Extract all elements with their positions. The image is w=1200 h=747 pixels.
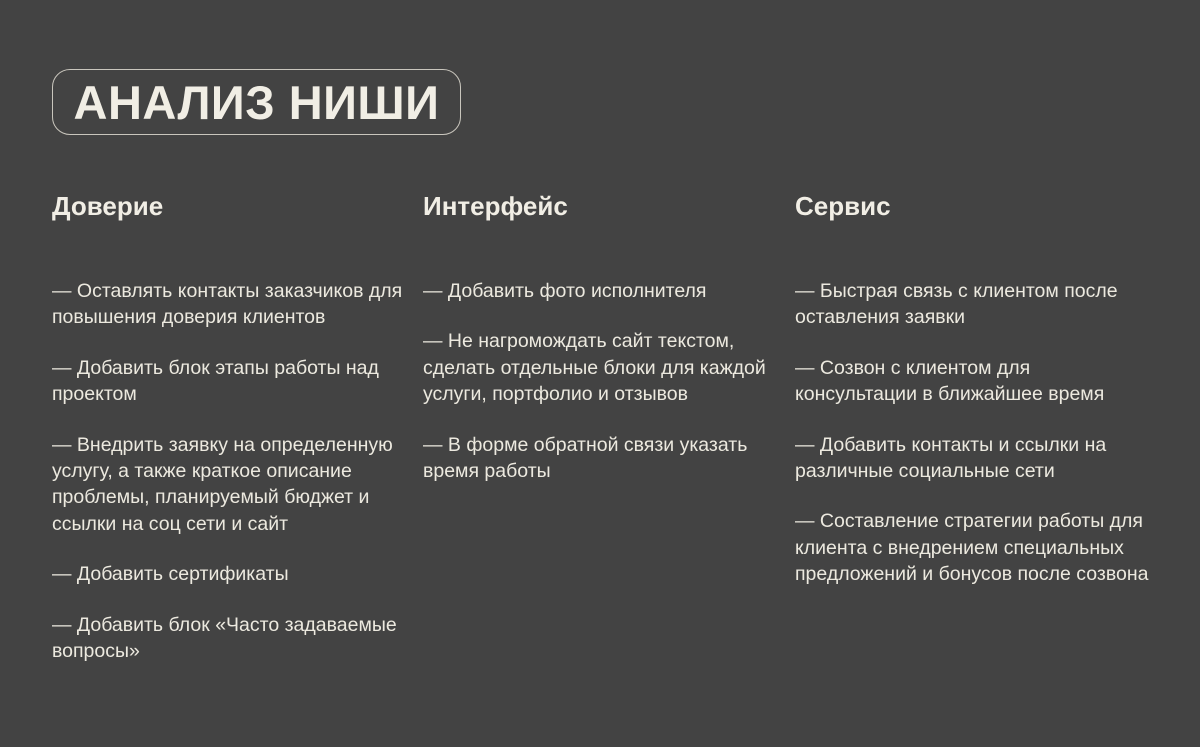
list-item: — В форме обратной связи указать время работы (423, 433, 748, 483)
page-title: АНАЛИЗ НИШИ (73, 75, 440, 129)
column-heading: Доверие (52, 191, 164, 221)
column-heading: Интерфейс (423, 191, 568, 221)
list-item: — Внедрить заявку на определенную услугу, а также краткое описание проблемы, планируемый бюджет и ссылки на соц сети и сайт (52, 433, 393, 535)
list-item: — Не нагромождать сайт текстом, сделать отдельные блоки для каждой услуги, портфолио и отзывов (423, 330, 766, 406)
list-item: — Созвон с клиентом для консультации в ближайшее время (795, 356, 1105, 406)
list-item: — Составление стратегии работы для клиента с внедрением специальных предложений и бонусов после созвона (795, 510, 1149, 586)
list-item: — Добавить контакты и ссылки на различные социальные сети (795, 433, 1107, 483)
column-interface (423, 191, 783, 508)
column-list (795, 278, 1155, 588)
list-item: — Добавить блок «Часто задаваемые вопросы» (52, 613, 397, 663)
column-heading: Сервис (795, 191, 891, 221)
list-item: — Добавить фото исполнителя (423, 280, 707, 302)
list-item: — Добавить сертификаты (52, 563, 289, 586)
list-item: — Добавить блок этапы работы над проектом (52, 356, 379, 406)
column-list (52, 278, 412, 664)
column-trust (52, 191, 412, 688)
list-item: — Оставлять контакты заказчиков для повышения доверия клиентов (52, 280, 403, 329)
title-badge (52, 69, 461, 135)
column-service (795, 191, 1155, 612)
list-item: — Быстрая связь с клиентом после оставления заявки (795, 280, 1118, 329)
column-list (423, 278, 783, 484)
